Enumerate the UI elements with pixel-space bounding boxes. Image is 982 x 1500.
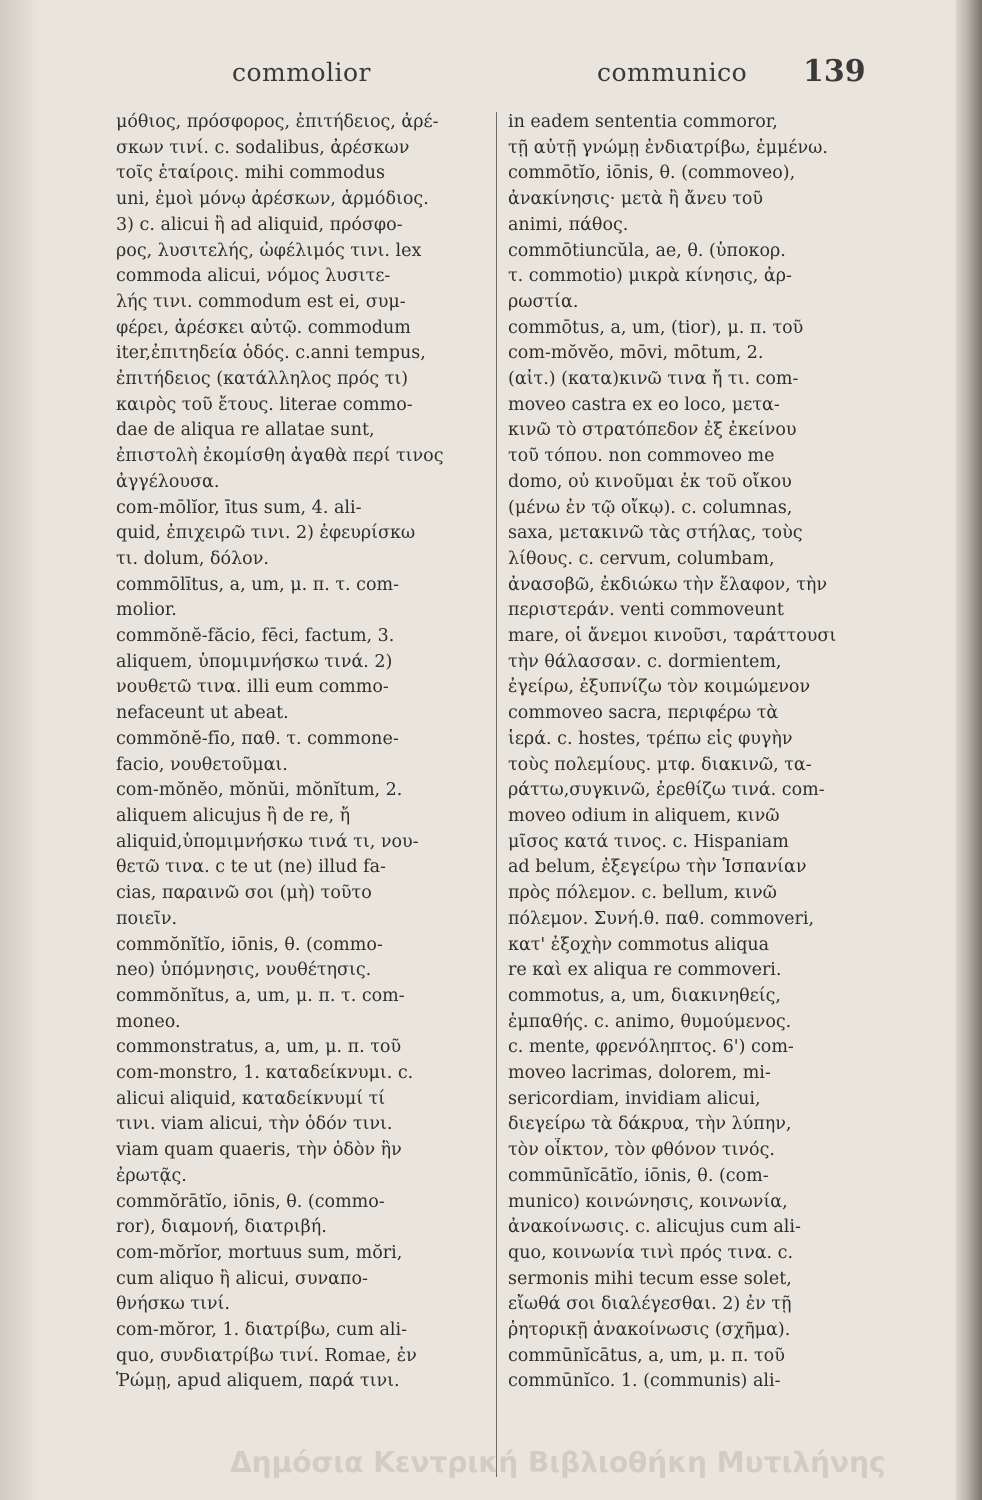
dictionary-line: commŏnĭtĭo, iōnis, θ. (commo-: [116, 934, 383, 955]
right-guide-word: communico: [597, 58, 748, 87]
dictionary-line: Ῥώμῃ, apud aliquem, παρά τινι.: [116, 1371, 400, 1392]
dictionary-line: commŏrātĭo, iōnis, θ. (commo-: [116, 1191, 385, 1212]
dictionary-line: (αἰτ.) (κατα)κινῶ τινα ἤ τι. com-: [508, 369, 799, 390]
dictionary-line: mare, οἱ ἄνεμοι κινοῦσι, ταράττουσι: [508, 626, 837, 647]
dictionary-line: domo, οὐ κινοῦμαι ἐκ τοῦ οἴκου: [508, 471, 792, 492]
page-number: 139: [803, 54, 866, 89]
right-column: [508, 110, 880, 1395]
dictionary-line: μόθιος, πρόσφορος, ἐπιτήδειος, ἀρέ-: [116, 112, 439, 132]
dictionary-line: com-mŏror, 1. διατρίβω, cum ali-: [116, 1320, 408, 1341]
dictionary-line: commōlītus, a, um, μ. π. τ. com-: [116, 574, 399, 595]
dictionary-line: alicui aliquid, καταδείκνυμί τί: [116, 1088, 386, 1109]
dictionary-line: com-monstro, 1. καταδείκνυμι. c.: [116, 1063, 414, 1084]
dictionary-line: τὴν θάλασσαν. c. dormientem,: [508, 651, 782, 672]
left-guide-word: commolior: [232, 58, 372, 87]
dictionary-line: quid, ἐπιχειρῶ τινι. 2) ἐφευρίσκω: [116, 523, 416, 544]
dictionary-line: neo) ὑπόμνησις, νουθέτησις.: [116, 960, 372, 981]
dictionary-line: moneo.: [116, 1011, 181, 1032]
dictionary-line: commonstratus, a, um, μ. π. τοῦ: [116, 1037, 402, 1058]
dictionary-line: commōtus, a, um, (tior), μ. π. τοῦ: [508, 317, 804, 338]
dictionary-line: commotus, a, um, διακινηθείς,: [508, 985, 781, 1006]
dictionary-line: cias, παραινῶ σοι (μὴ) τοῦτο: [116, 883, 372, 904]
dictionary-line: commoda alicui, νόμος λυσιτε-: [116, 266, 391, 287]
dictionary-line: animi, πάθος.: [508, 214, 629, 235]
dictionary-line: ἐμπαθής. c. animo, θυμούμενος.: [508, 1011, 792, 1032]
dictionary-line: com-mŏnĕo, mŏnŭi, mŏnĭtum, 2.: [116, 780, 403, 801]
dictionary-line: moveo castra ex eo loco, μετα-: [508, 394, 780, 415]
dictionary-line: φέρει, ἀρέσκει αὐτῷ. commodum: [116, 317, 411, 338]
dictionary-line: nefaceunt ut abeat.: [116, 703, 289, 724]
dictionary-line: moveo odium in aliquem, κινῶ: [508, 805, 780, 826]
dictionary-line: ἐπιστολὴ ἐκομίσθη ἀγαθὰ περί τινος: [116, 446, 444, 467]
dictionary-line: viam quam quaeris, τὴν ὁδὸν ἣν: [116, 1140, 402, 1161]
dictionary-line: iter,ἐπιτηδεία ὁδός. c.anni tempus,: [116, 343, 426, 364]
dictionary-line: εἴωθά σοι διαλέγεσθαι. 2) ἐν τῇ: [508, 1294, 792, 1315]
dictionary-line: ρος, λυσιτελής, ὠφέλιμός τινι. lex: [116, 240, 422, 261]
dictionary-line: τ. commotio) μικρὰ κίνησις, ἀρ-: [508, 266, 792, 287]
dictionary-line: commūnĭcātĭo, iōnis, θ. (com-: [508, 1165, 769, 1186]
dictionary-line: ἀγγέλουσα.: [116, 471, 220, 492]
dictionary-line: commōtiuncŭla, ae, θ. (ὑποκορ.: [508, 240, 786, 261]
dictionary-line: θετῶ τινα. c te ut (ne) illud fa-: [116, 857, 386, 878]
dictionary-line: com-mŏvĕo, mōvi, mōtum, 2.: [508, 343, 764, 364]
dictionary-line: munico) κοινώνησις, κοινωνία,: [508, 1191, 788, 1212]
dictionary-line: περιστεράν. venti commoveunt: [508, 600, 784, 621]
dictionary-line: facio, νουθετοῦμαι.: [116, 754, 288, 775]
dictionary-line: sermonis mihi tecum esse solet,: [508, 1268, 792, 1289]
dictionary-line: ποιεῖν.: [116, 908, 178, 929]
dictionary-line: (μένω ἐν τῷ οἴκῳ). c. columnas,: [508, 497, 793, 518]
dictionary-line: commūnĭco. 1. (communis) ali-: [508, 1371, 781, 1392]
dictionary-line: ῥητορικῇ ἀνακοίνωσις (σχῆμα).: [508, 1320, 791, 1341]
dictionary-line: ρωστία.: [508, 291, 579, 312]
page-edge: [956, 0, 982, 1500]
dictionary-line: τοῦ τόπου. non commoveo me: [508, 446, 775, 467]
dictionary-line: saxa, μετακινῶ τὰς στήλας, τοὺς: [508, 523, 803, 544]
page-gutter: [0, 0, 40, 1500]
dictionary-line: διεγείρω τὰ δάκρυα, τὴν λύπην,: [508, 1114, 792, 1135]
dictionary-line: commūnĭcātus, a, um, μ. π. τοῦ: [508, 1345, 785, 1366]
dictionary-line: λής τινι. commodum est ei, συμ-: [116, 291, 406, 312]
dictionary-line: ἱερά. c. hostes, τρέπω εἰς φυγὴν: [508, 728, 793, 749]
dictionary-line: ἐγείρω, ἐξυπνίζω τὸν κοιμώμενον: [508, 677, 811, 698]
dictionary-line: com-mŏrĭor, mortuus sum, mŏri,: [116, 1242, 403, 1263]
column-divider: [496, 112, 497, 1477]
dictionary-line: ἀνακίνησις· μετὰ ἢ ἄνευ τοῦ: [508, 189, 764, 210]
dictionary-line: πρὸς πόλεμον. c. bellum, κινῶ: [508, 883, 777, 904]
dictionary-line: ἐρωτᾷς.: [116, 1165, 187, 1186]
dictionary-line: aliquem alicujus ἢ de re, ἤ: [116, 805, 351, 826]
dictionary-line: commŏnĕ-fīo, παθ. τ. commone-: [116, 728, 399, 749]
dictionary-line: καιρὸς τοῦ ἔτους. literae commo-: [116, 394, 413, 415]
dictionary-line: moveo lacrimas, dolorem, mi-: [508, 1063, 771, 1084]
dictionary-line: commōtĭo, iōnis, θ. (commoveo),: [508, 163, 796, 184]
dictionary-line: ἀνασοβῶ, ἐκδιώκω τὴν ἔλαφον, τὴν: [508, 574, 828, 595]
dictionary-line: τὸν οἶκτον, τὸν φθόνον τινός.: [508, 1140, 775, 1161]
dictionary-line: τοῖς ἑταίροις. mihi commodus: [116, 163, 385, 184]
dictionary-line: quo, συνδιατρίβω τινί. Romae, ἐν: [116, 1345, 417, 1366]
dictionary-line: ράττω,συγκινῶ, ἐρεθίζω τινά. com-: [508, 780, 825, 801]
dictionary-line: cum aliquo ἢ alicui, συναπο-: [116, 1268, 368, 1289]
dictionary-line: sericordiam, invidiam alicui,: [508, 1088, 761, 1109]
dictionary-line: λίθους. c. cervum, columbam,: [508, 548, 775, 569]
dictionary-line: aliquem, ὑπομιμνήσκω τινά. 2): [116, 651, 393, 672]
dictionary-line: commŏnĕ-făcio, fēci, factum, 3.: [116, 626, 395, 647]
dictionary-line: com-mōlĭor, ītus sum, 4. ali-: [116, 497, 362, 518]
dictionary-line: θνήσκω τινί.: [116, 1294, 230, 1315]
dictionary-line: aliquid,ὑπομιμνήσκω τινά τι, νου-: [116, 831, 419, 852]
dictionary-line: ror), διαμονή, διατριβή.: [116, 1217, 327, 1238]
dictionary-line: re καὶ ex aliqua re commoveri.: [508, 960, 782, 981]
dictionary-line: uni, ἐμοὶ μόνῳ ἀρέσκων, ἁρμόδιος.: [116, 189, 429, 210]
dictionary-line: commŏnĭtus, a, um, μ. π. τ. com-: [116, 985, 405, 1006]
dictionary-line: κινῶ τὸ στρατόπεδον ἐξ ἐκείνου: [508, 420, 797, 441]
dictionary-line: μῖσος κατά τινος. c. Hispaniam: [508, 831, 789, 852]
dictionary-line: c. mente, φρενόληπτος. 6') com-: [508, 1037, 794, 1058]
dictionary-line: commoveo sacra, περιφέρω τὰ: [508, 703, 779, 724]
dictionary-line: νουθετῶ τινα. illi eum commo-: [116, 677, 389, 698]
dictionary-line: ἀνακοίνωσις. c. alicujus cum ali-: [508, 1217, 801, 1238]
dictionary-line: ἐπιτήδειος (κατάλληλος πρός τι): [116, 369, 409, 390]
dictionary-line: in eadem sententia commoror,: [508, 112, 778, 132]
dictionary-line: ad belum, ἐξεγείρω τὴν Ἱσπανίαν: [508, 857, 807, 878]
dictionary-line: τινι. viam alicui, τὴν ὁδόν τινι.: [116, 1114, 393, 1135]
left-column: [116, 110, 488, 1395]
dictionary-line: σκων τινί. c. sodalibus, ἀρέσκων: [116, 137, 410, 158]
dictionary-line: τῇ αὐτῇ γνώμῃ ἐνδιατρίβω, ἐμμένω.: [508, 137, 828, 158]
dictionary-line: 3) c. alicui ἢ ad aliquid, πρόσφο-: [116, 214, 403, 235]
dictionary-line: molior.: [116, 600, 177, 621]
dictionary-line: τι. dolum, δόλον.: [116, 548, 269, 569]
dictionary-line: quo, κοινωνία τινὶ πρός τινα. c.: [508, 1242, 794, 1263]
dictionary-line: πόλεμον. Συνή.θ. παθ. commoveri,: [508, 908, 815, 929]
dictionary-line: κατ' ἐξοχὴν commotus aliqua: [508, 934, 770, 955]
page-header: [0, 54, 962, 98]
dictionary-line: τοὺς πολεμίους. μτφ. διακινῶ, τα-: [508, 754, 812, 775]
library-watermark: Δημόσια Κεντρική Βιβλιοθήκη Μυτιλήνης: [230, 1446, 886, 1479]
dictionary-line: dae de aliqua re allatae sunt,: [116, 420, 375, 441]
